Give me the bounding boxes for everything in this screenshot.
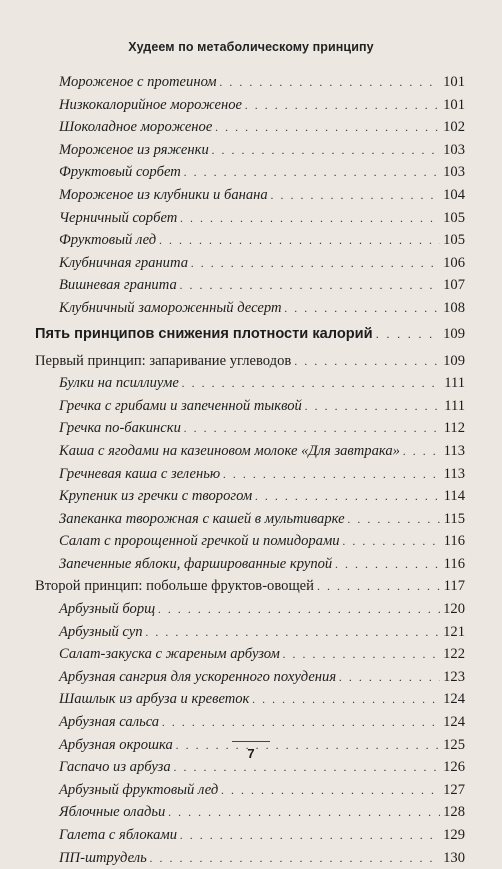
toc-entry-title: Галета с яблоками <box>59 827 178 843</box>
toc-entry-page: 111 <box>444 375 465 392</box>
dot-leader <box>220 71 440 94</box>
toc-entry-page: 101 <box>443 74 465 90</box>
dot-leader <box>343 530 441 553</box>
toc-entry-page: 103 <box>443 164 465 181</box>
dot-leader <box>403 440 441 463</box>
toc-entry-page: 107 <box>443 277 465 294</box>
toc-entry-page: 116 <box>443 555 465 572</box>
toc-entry <box>35 643 465 666</box>
toc-entry-title: Гречневая каша с зеленью <box>59 465 221 482</box>
dot-leader <box>150 847 440 869</box>
toc-entry-page: 103 <box>443 141 465 158</box>
dot-leader <box>223 463 440 486</box>
dot-leader <box>283 643 440 666</box>
dot-leader <box>335 553 440 576</box>
toc-entry <box>35 688 465 711</box>
toc-entry <box>35 395 465 418</box>
dot-leader <box>215 116 440 139</box>
toc-entry-page: 116 <box>443 533 465 550</box>
dot-leader <box>376 322 441 346</box>
toc-entry <box>35 184 465 207</box>
toc-entry <box>35 666 465 689</box>
toc-entry-title: Шашлык из арбуза и креветок <box>59 691 250 708</box>
toc-entry-title: Вишневая гранита <box>59 277 177 294</box>
toc-entry-title: Яблочные оладьи <box>59 804 166 821</box>
dot-leader <box>317 575 441 598</box>
toc-entry <box>35 372 465 395</box>
toc-entry-title: Салат-закуска с жареным арбузом <box>59 646 280 663</box>
toc-entry-page: 115 <box>443 510 465 527</box>
dot-leader <box>252 688 440 711</box>
toc-entry <box>35 252 465 275</box>
toc-entry-page: 126 <box>443 759 465 776</box>
dot-leader <box>180 824 440 847</box>
toc-entry-page: 102 <box>443 119 465 136</box>
toc-entry <box>35 71 465 94</box>
dot-leader <box>255 485 440 508</box>
toc-entry-page: 129 <box>443 827 465 843</box>
dot-leader <box>271 184 440 207</box>
dot-leader <box>168 801 440 824</box>
toc-entry <box>35 207 465 230</box>
toc-entry <box>35 485 465 508</box>
toc-entry-title: Клубничный замороженный десерт <box>59 299 282 316</box>
folio-rule <box>232 741 270 742</box>
toc-entry-title: ПП-штрудель <box>59 849 147 866</box>
dot-leader <box>162 711 440 734</box>
toc-entry <box>35 598 465 621</box>
toc-entry-page: 106 <box>443 254 465 271</box>
toc-entry <box>35 94 465 117</box>
dot-leader <box>245 94 440 117</box>
dot-leader <box>180 207 440 230</box>
toc-entry <box>35 575 465 598</box>
toc-entry-page: 121 <box>443 623 465 640</box>
toc-entry-page: 124 <box>443 714 465 731</box>
toc-entry-title: Гречка с грибами и запеченной тыквой <box>59 397 302 414</box>
toc-entry-title: Арбузная окрошка <box>59 736 173 753</box>
toc-entry-page: 117 <box>443 578 465 595</box>
toc-entry-title: Салат с пророщенной гречкой и помидорами <box>59 533 340 550</box>
toc-entry <box>35 350 465 373</box>
toc-entry <box>35 508 465 531</box>
toc-entry-page: 101 <box>443 96 465 113</box>
toc-entry <box>35 320 465 350</box>
toc-entry <box>35 779 465 802</box>
toc-entry-page: 114 <box>443 488 465 505</box>
toc-entry-title: Гаспачо из арбуза <box>59 759 171 776</box>
toc-entry <box>35 417 465 440</box>
toc-entry-title: Первый принцип: запаривание углеводов <box>35 352 292 369</box>
toc-entry-title: Арбузный суп <box>59 623 143 640</box>
toc-entry-title: Второй принцип: побольше фруктов-овощей <box>35 578 314 595</box>
toc-entry <box>35 530 465 553</box>
toc-entry-title: Арбузная сальса <box>59 714 160 731</box>
toc-entry-title: Фруктовый лед <box>59 232 157 249</box>
toc-entry-title: Арбузная сангрия для ускоренного похудения <box>59 668 337 685</box>
toc-entry-page: 108 <box>443 299 465 316</box>
toc-entry-page: 112 <box>443 420 465 437</box>
toc-entry-title: Клубничная гранита <box>59 254 188 271</box>
toc-entry-page: 122 <box>443 646 465 663</box>
toc-entry-title: Арбузный борщ <box>59 601 156 618</box>
toc-entry-page: 104 <box>443 186 465 203</box>
toc-entry-title: Низкокалорийное мороженое <box>59 96 242 113</box>
toc-entry-page: 111 <box>444 397 465 414</box>
toc-entry-title: Каша с ягодами на казеиновом молоке «Для завтрака» <box>59 442 400 459</box>
dot-leader <box>339 666 440 689</box>
toc-entry-title: Мороженое из ряженки <box>59 141 209 158</box>
toc-entry-title: Мороженое из клубники и банана <box>59 186 268 203</box>
dot-leader <box>184 417 441 440</box>
toc-entry-page: 123 <box>443 668 465 685</box>
toc-entry <box>35 161 465 184</box>
page-number: 7 <box>247 746 255 761</box>
dot-leader <box>191 252 440 275</box>
dot-leader <box>182 372 441 395</box>
toc-entry <box>35 621 465 644</box>
dot-leader <box>180 274 440 297</box>
toc-entry-page: 125 <box>443 736 465 753</box>
toc-entry-page: 120 <box>443 601 465 618</box>
toc-entry-page: 113 <box>443 442 465 459</box>
toc-entry-title: Пять принципов снижения плотности калорий <box>35 325 373 342</box>
toc-entry-page: 105 <box>443 209 465 226</box>
toc-entry-title: Шоколадное мороженое <box>59 119 213 136</box>
toc-entry-page: 109 <box>443 325 465 342</box>
running-head: Худеем по метаболическому принципу <box>128 40 374 54</box>
dot-leader <box>184 161 440 184</box>
toc-entry <box>35 801 465 824</box>
toc-entry-title: Черничный сорбет <box>59 209 178 226</box>
toc-entry <box>35 229 465 252</box>
toc-entry <box>35 711 465 734</box>
toc-entry-page: 113 <box>443 465 465 482</box>
toc-entry <box>35 553 465 576</box>
toc-entry-title: Запеканка творожная с кашей в мультиварке <box>59 510 345 527</box>
dot-leader <box>348 508 441 531</box>
toc-entry <box>35 847 465 869</box>
toc-entry <box>35 297 465 320</box>
toc-entry <box>35 824 465 847</box>
toc-entry-page: 130 <box>443 849 465 866</box>
dot-leader <box>294 350 440 373</box>
toc-entry-title: Фруктовый сорбет <box>59 164 181 181</box>
toc-entry-title: Крупеник из гречки с творогом <box>59 488 253 505</box>
dot-leader <box>159 229 440 252</box>
toc-entry <box>35 440 465 463</box>
toc-entry <box>35 139 465 162</box>
dot-leader <box>285 297 441 320</box>
dot-leader <box>305 395 441 418</box>
toc-entry <box>35 274 465 297</box>
dot-leader <box>221 779 440 802</box>
toc-entry-title: Булки на псиллиуме <box>59 375 179 392</box>
toc-entry-title: Запеченные яблоки, фаршированные крупой <box>59 555 333 572</box>
toc-entry <box>35 116 465 139</box>
dot-leader <box>146 621 441 644</box>
dot-leader <box>158 598 440 621</box>
toc-entry-title: Мороженое с протеином <box>59 74 217 90</box>
toc-entry-page: 105 <box>443 232 465 249</box>
toc-entry-title: Гречка по-бакински <box>59 420 181 437</box>
toc-entry-page: 128 <box>443 804 465 821</box>
toc-entry-title: Арбузный фруктовый лед <box>59 781 219 798</box>
toc-entry-page: 127 <box>443 781 465 798</box>
toc-entry-page: 124 <box>443 691 465 708</box>
dot-leader <box>212 139 440 162</box>
toc-entry-page: 109 <box>443 352 465 369</box>
toc-entry <box>35 463 465 486</box>
